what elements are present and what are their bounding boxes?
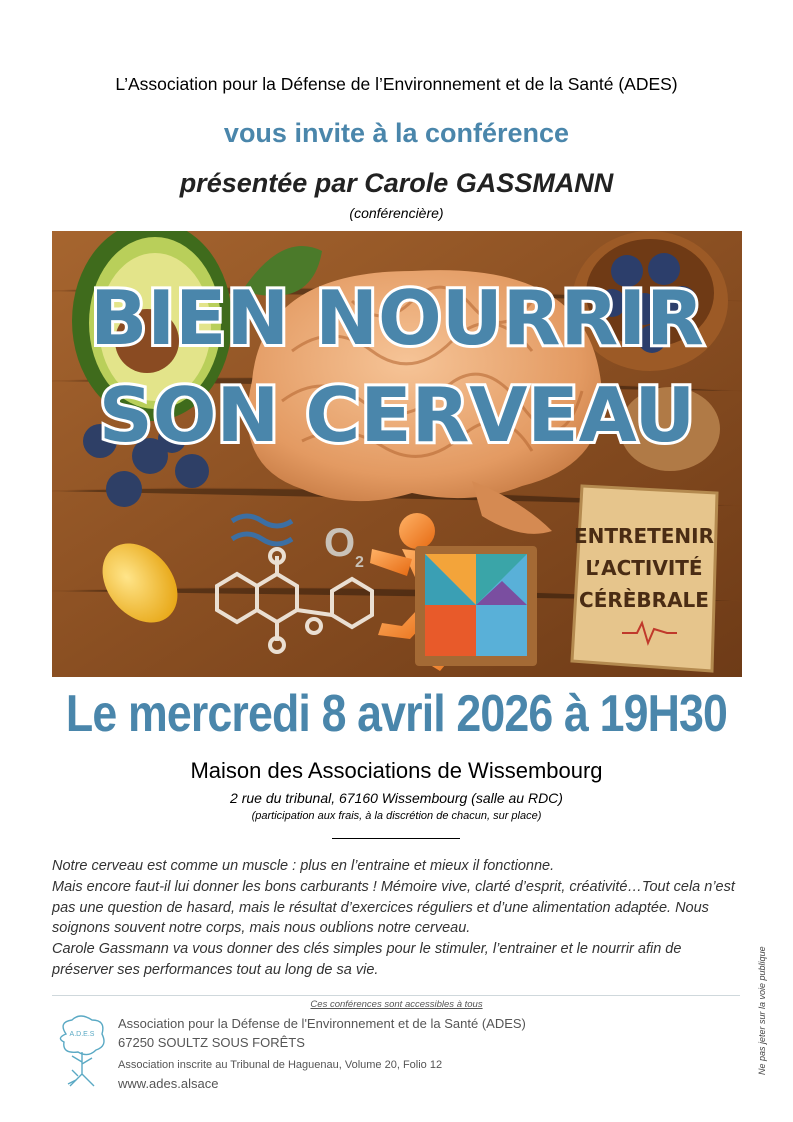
svg-text:A.D.E.S: A.D.E.S — [69, 1031, 95, 1038]
description-paragraph: Mais encore faut-il lui donner les bons carburants ! Mémoire vive, clarté d’esprit, créativité…Tout cela n’est pas une question de hasard, mais le résultat d’exercices réguliers et d’une alimentation adaptée. Nous soignons souvent notre corps, mais nous oublions notre cerveau. — [52, 878, 735, 937]
book-illustration — [572, 486, 717, 671]
invite-heading: vous invite à la conférence — [223, 118, 570, 148]
book-text-line3: CÉRÈBRALE — [579, 588, 709, 612]
description-paragraph: Carole Gassmann va vous donner des clés simples pour le stimuler, l’entrainer et le nourrir afin de préserver ses performances tout au long de sa vie. — [52, 941, 682, 978]
presenter-heading: présentée par Carole GASSMANN — [179, 168, 614, 198]
description-paragraph: Notre cerveau est comme un muscle : plus en l’entraine et mieux il fonctionne. — [52, 858, 555, 874]
event-address: 2 rue du tribunal, 67160 Wissembourg (salle au RDC) — [230, 790, 563, 806]
footer-divider — [52, 995, 740, 996]
book-text-line2: L’ACTIVITÉ — [585, 556, 703, 580]
poster-title-line2: SON CERVEAU — [98, 371, 696, 459]
footer-association-name: Association pour la Défense de l'Environnement et de la Santé (ADES) — [118, 1016, 526, 1031]
litter-notice-text: Ne pas jeter sur la voie publique — [757, 946, 767, 1075]
footer-website-link[interactable]: www.ades.alsace — [118, 1076, 219, 1091]
conference-poster-image — [52, 231, 742, 677]
poster-title-line1: BIEN NOURRIR — [90, 274, 704, 362]
oxygen-symbol: O — [324, 521, 356, 565]
participation-note: (participation aux frais, à la discrétion de chacun, sur place) — [251, 810, 542, 822]
accessibility-note: Ces conférences sont accessibles à tous — [310, 999, 483, 1010]
book-text-line1: ENTRETENIR — [574, 524, 714, 548]
oxygen-subscript: 2 — [355, 554, 364, 571]
footer-city: 67250 SOULTZ SOUS FORÊTS — [118, 1035, 305, 1050]
event-venue: Maison des Associations de Wissembourg — [190, 758, 603, 783]
ades-tree-logo — [52, 1014, 112, 1090]
footer-registration: Association inscrite au Tribunal de Haguenau, Volume 20, Folio 12 — [118, 1059, 443, 1071]
separator-line — [332, 838, 460, 839]
description-text — [52, 856, 746, 981]
organization-line: L’Association pour la Défense de l’Environnement et de la Santé (ADES) — [115, 74, 678, 94]
tangram-puzzle-illustration — [415, 546, 537, 666]
presenter-role: (conférencière) — [349, 205, 444, 221]
event-date: Le mercredi 8 avril 2026 à 19H30 — [65, 685, 728, 743]
